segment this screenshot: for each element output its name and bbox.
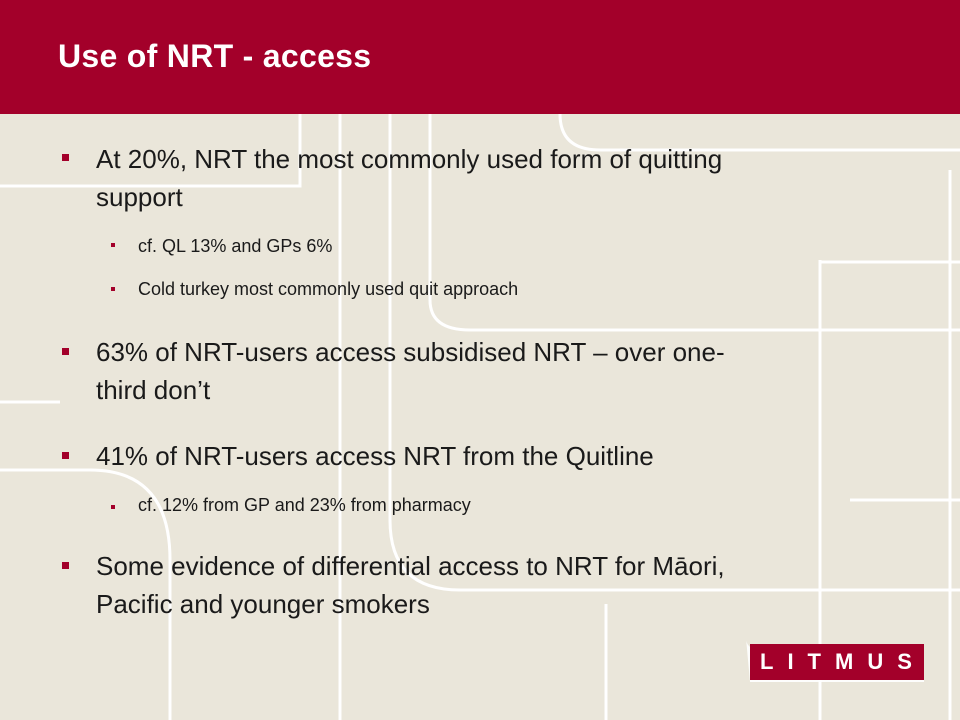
sub-bullet-text: Cold turkey most commonly used quit approach bbox=[138, 279, 519, 299]
bullet-text: 41% of NRT-users access NRT from the Quitline bbox=[96, 441, 654, 471]
bullet-marker bbox=[62, 154, 69, 161]
bullet-marker bbox=[62, 348, 69, 355]
sub-bullet-text: cf. QL 13% and GPs 6% bbox=[138, 236, 333, 256]
sub-bullet-marker bbox=[111, 243, 115, 247]
slide-title: Use of NRT - access bbox=[58, 38, 372, 74]
sub-bullet-text: cf. 12% from GP and 23% from pharmacy bbox=[138, 495, 471, 515]
bullet-text: support bbox=[96, 182, 183, 212]
bullet-marker bbox=[62, 562, 69, 569]
bullet-text: 63% of NRT-users access subsidised NRT – over one- bbox=[96, 337, 725, 367]
sub-bullet-marker bbox=[111, 287, 115, 291]
bullet-text: Some evidence of differential access to NRT for Māori, bbox=[96, 551, 725, 581]
bullet-marker bbox=[62, 452, 69, 459]
sub-bullet-marker bbox=[111, 505, 115, 509]
logo-text: LITMUS bbox=[760, 649, 926, 674]
bullet-text: Pacific and younger smokers bbox=[96, 589, 430, 619]
bullet-text: At 20%, NRT the most commonly used form of quitting bbox=[96, 144, 723, 174]
litmus-logo bbox=[744, 636, 926, 682]
bullet-text: third don’t bbox=[96, 375, 211, 405]
